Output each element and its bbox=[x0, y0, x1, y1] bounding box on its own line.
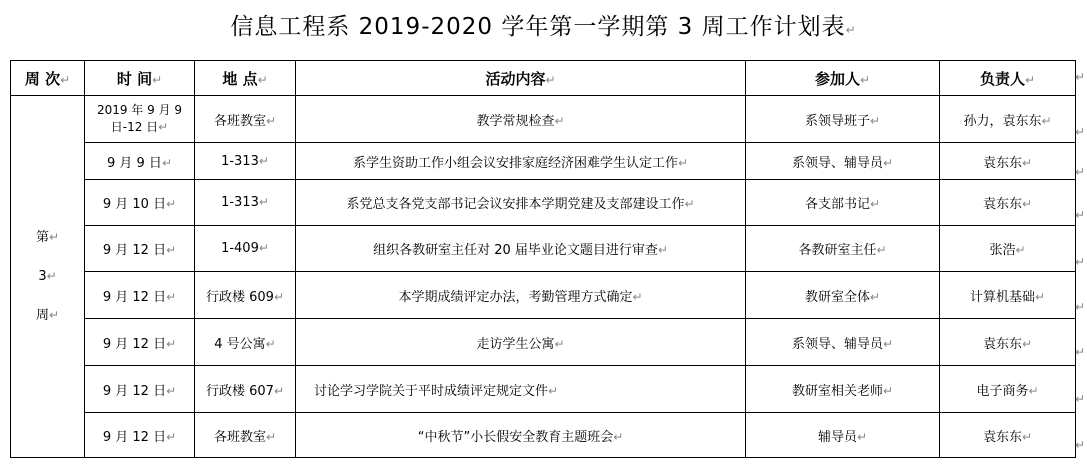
header-week: 周 次↵ bbox=[11, 61, 85, 96]
header-time: 时 间↵ bbox=[85, 61, 195, 96]
paragraph-mark: ↵ bbox=[1075, 70, 1086, 84]
activity-cell: 组织各教研室主任对 20 届毕业论文题目进行审查↵ bbox=[296, 226, 746, 272]
participants-cell: 各支部书记↵ bbox=[746, 180, 940, 226]
activity-cell: 教学常规检查↵ bbox=[296, 96, 746, 143]
table-row bbox=[11, 366, 1076, 413]
header-leader: 负责人↵ bbox=[940, 61, 1076, 96]
leader-cell: 袁东东↵ bbox=[940, 180, 1076, 226]
paragraph-mark: ↵ bbox=[1075, 438, 1086, 452]
place-cell: 行政楼 607↵ bbox=[195, 366, 296, 413]
leader-cell: 电子商务↵ bbox=[940, 366, 1076, 413]
place-cell: 1-313↵ bbox=[195, 180, 296, 226]
place-cell: 1-313↵ bbox=[195, 143, 296, 180]
place-cell: 各班教室↵ bbox=[195, 96, 296, 143]
table-row bbox=[11, 180, 1076, 226]
leader-cell: 袁东东↵ bbox=[940, 143, 1076, 180]
place-cell: 1-409↵ bbox=[195, 226, 296, 272]
activity-cell: 系学生资助工作小组会议安排家庭经济困难学生认定工作↵ bbox=[296, 143, 746, 180]
paragraph-mark: ↵ bbox=[1075, 345, 1086, 359]
activity-cell: 系党总支各党支部书记会议安排本学期党建及支部建设工作↵ bbox=[296, 180, 746, 226]
place-cell: 各班教室↵ bbox=[195, 413, 296, 458]
plan-table bbox=[10, 60, 1076, 458]
time-cell: 9 月 10 日↵ bbox=[85, 180, 195, 226]
document-title: 信息工程系 2019-2020 学年第一学期第 3 周工作计划表↵ bbox=[230, 14, 857, 40]
week-cell: 第↵ 3↵ 周↵ bbox=[11, 96, 85, 458]
participants-cell: 系领导班子↵ bbox=[746, 96, 940, 143]
table-row bbox=[11, 272, 1076, 319]
time-cell: 9 月 12 日↵ bbox=[85, 226, 195, 272]
leader-cell: 张浩↵ bbox=[940, 226, 1076, 272]
participants-cell: 系领导、辅导员↵ bbox=[746, 143, 940, 180]
leader-cell: 计算机基础↵ bbox=[940, 272, 1076, 319]
time-cell: 9 月 12 日↵ bbox=[85, 366, 195, 413]
time-cell: 9 月 9 日↵ bbox=[85, 143, 195, 180]
leader-cell: 孙力，袁东东↵ bbox=[940, 96, 1076, 143]
table-row bbox=[11, 96, 1076, 143]
table-row bbox=[11, 226, 1076, 272]
paragraph-mark: ↵ bbox=[1075, 125, 1086, 139]
time-cell: 9 月 12 日↵ bbox=[85, 319, 195, 366]
header-row bbox=[11, 61, 1076, 96]
paragraph-mark: ↵ bbox=[1075, 300, 1086, 314]
table-row bbox=[11, 143, 1076, 180]
leader-cell: 袁东东↵ bbox=[940, 319, 1076, 366]
time-cell: 2019 年 9 月 9 日-12 日↵ bbox=[85, 96, 195, 143]
header-activity: 活动内容↵ bbox=[296, 61, 746, 96]
participants-cell: 教研室全体↵ bbox=[746, 272, 940, 319]
time-cell: 9 月 12 日↵ bbox=[85, 272, 195, 319]
activity-cell: 讨论学习学院关于平时成绩评定规定文件↵ bbox=[296, 366, 746, 413]
paragraph-mark: ↵ bbox=[1075, 165, 1086, 179]
paragraph-mark: ↵ bbox=[1075, 392, 1086, 406]
table-row bbox=[11, 319, 1076, 366]
participants-cell: 辅导员↵ bbox=[746, 413, 940, 458]
header-participants: 参加人↵ bbox=[746, 61, 940, 96]
header-place: 地 点↵ bbox=[195, 61, 296, 96]
table-row bbox=[11, 413, 1076, 458]
paragraph-mark: ↵ bbox=[1075, 208, 1086, 222]
paragraph-mark: ↵ bbox=[845, 23, 857, 37]
place-cell: 4 号公寓↵ bbox=[195, 319, 296, 366]
activity-cell: 走访学生公寓↵ bbox=[296, 319, 746, 366]
place-cell: 行政楼 609↵ bbox=[195, 272, 296, 319]
activity-cell: “中秋节”小长假安全教育主题班会↵ bbox=[296, 413, 746, 458]
participants-cell: 各教研室主任↵ bbox=[746, 226, 940, 272]
paragraph-mark: ↵ bbox=[1075, 255, 1086, 269]
participants-cell: 教研室相关老师↵ bbox=[746, 366, 940, 413]
activity-cell: 本学期成绩评定办法，考勤管理方式确定↵ bbox=[296, 272, 746, 319]
participants-cell: 系领导、辅导员↵ bbox=[746, 319, 940, 366]
time-cell: 9 月 12 日↵ bbox=[85, 413, 195, 458]
leader-cell: 袁东东↵ bbox=[940, 413, 1076, 458]
